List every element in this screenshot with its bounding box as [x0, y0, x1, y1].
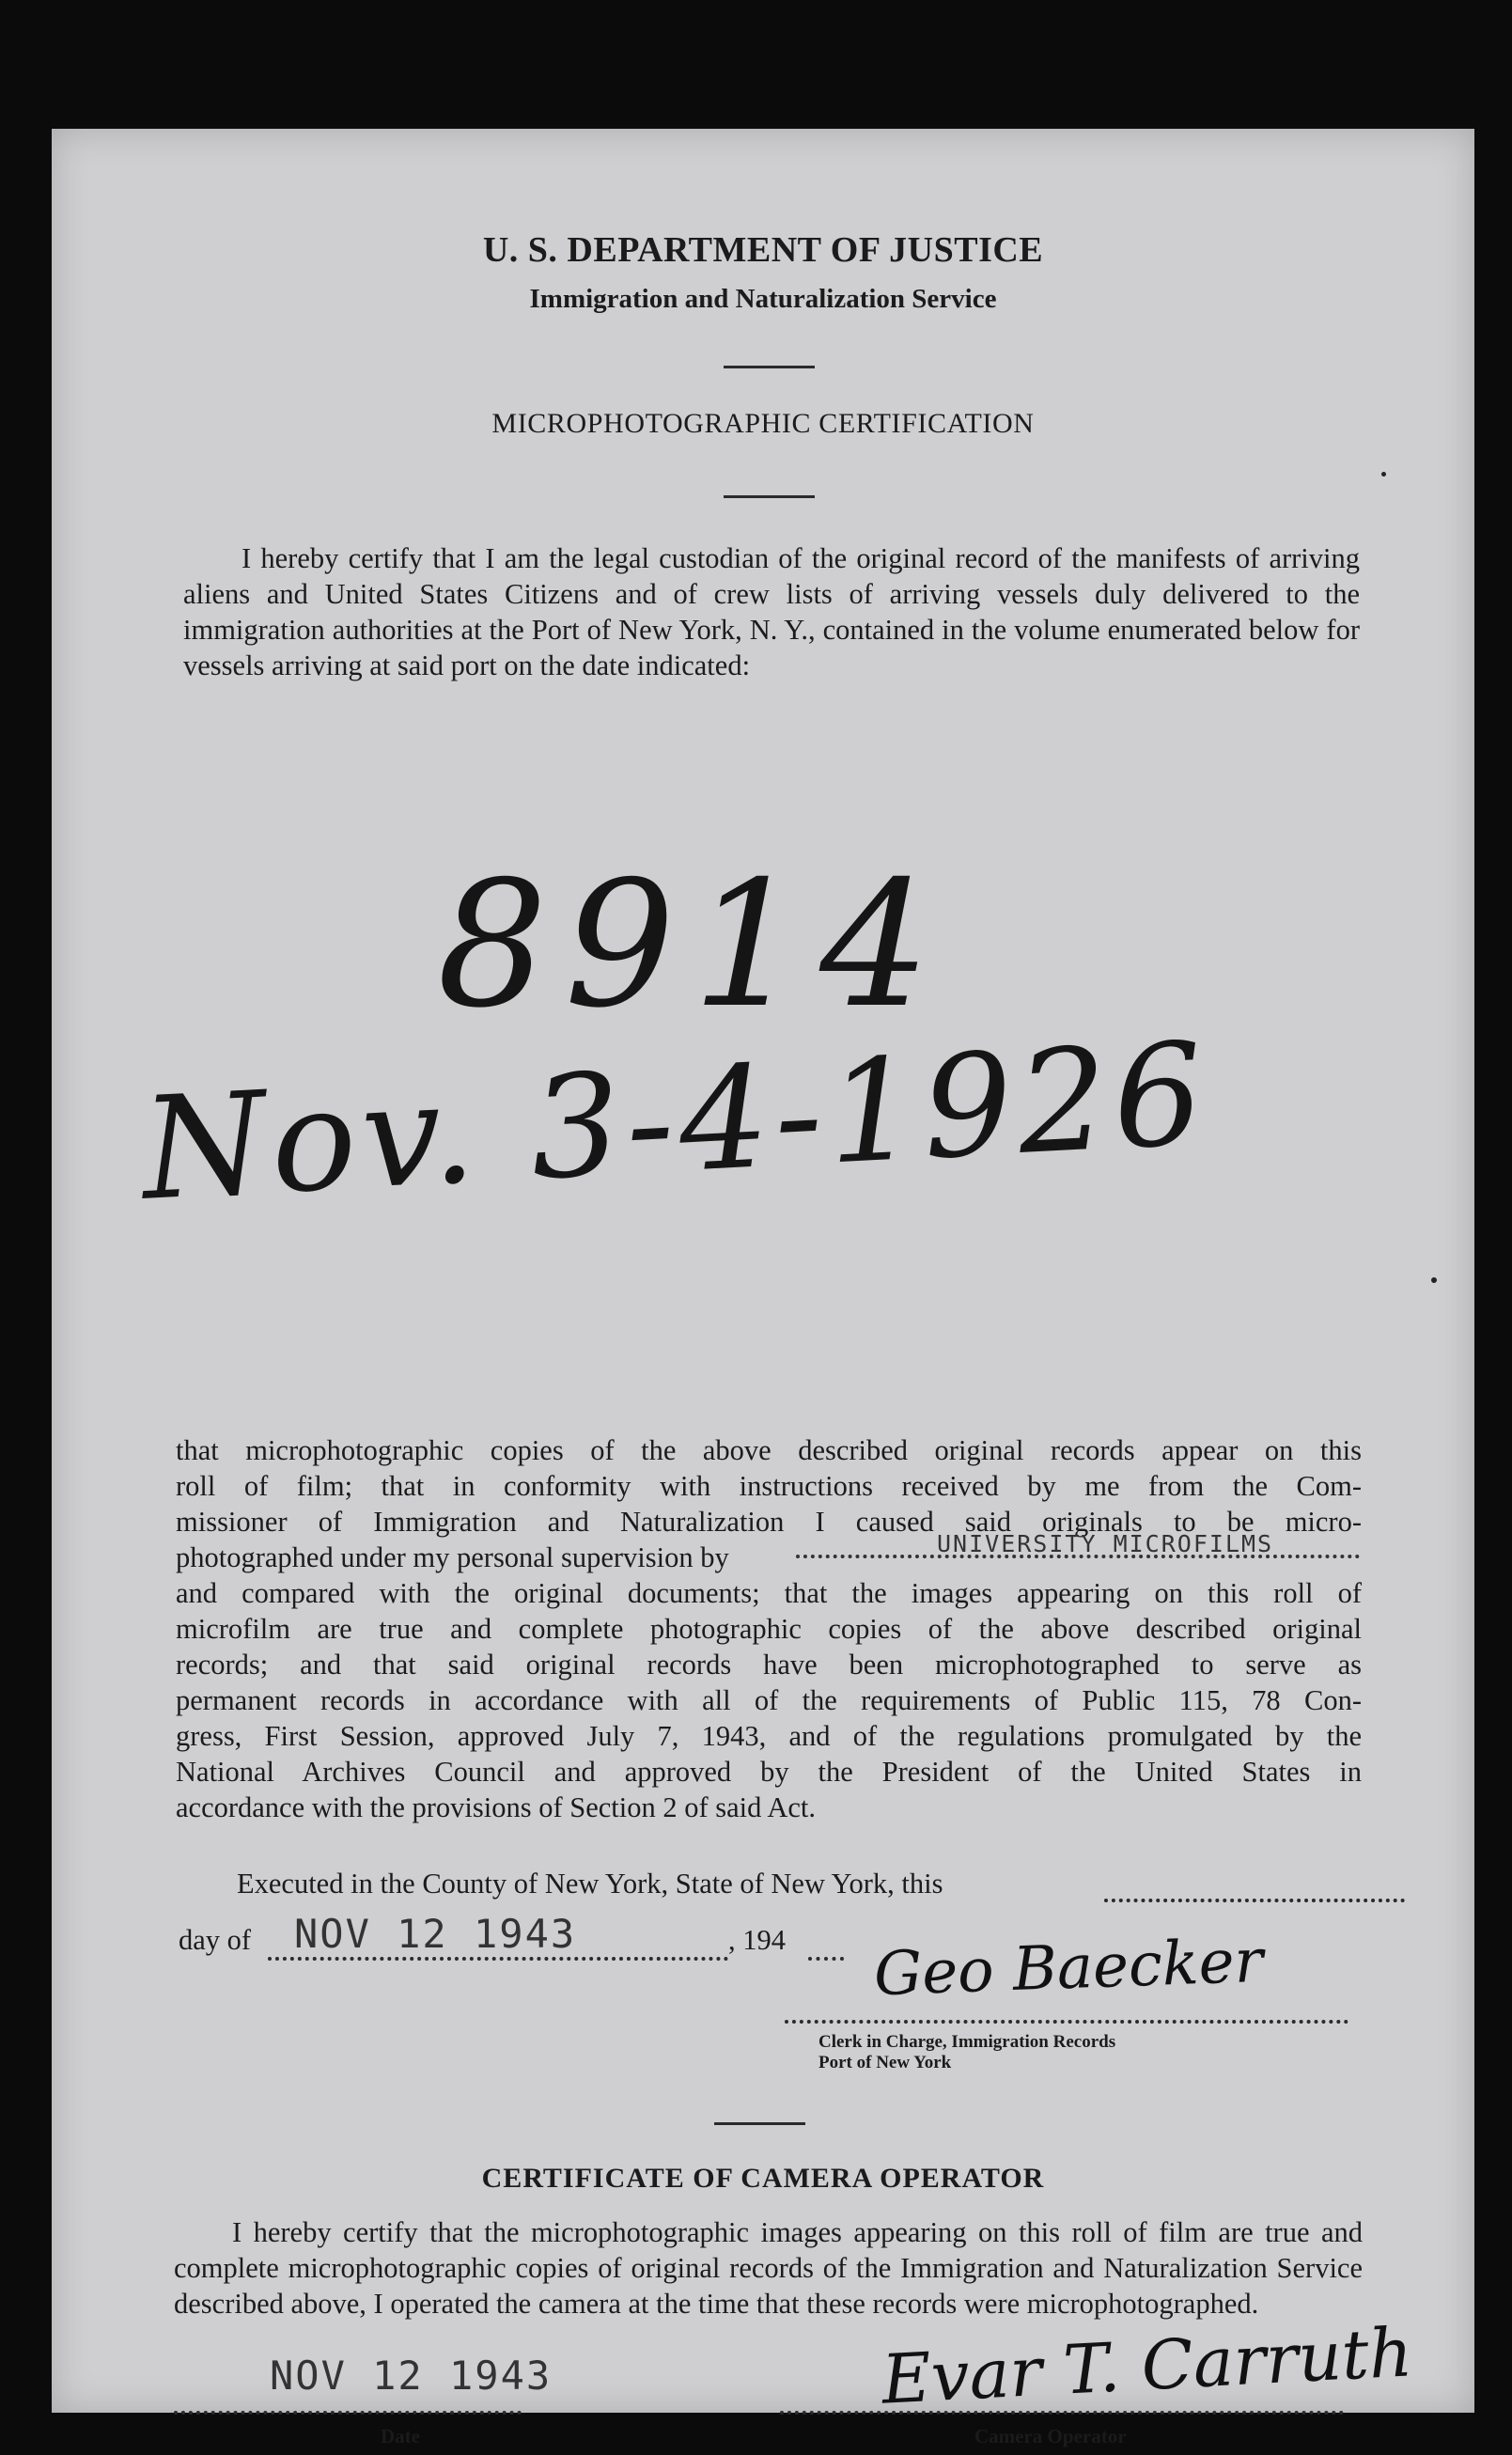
- camera-operator-label: Camera Operator: [974, 2425, 1127, 2447]
- statement-line: permanent records in accordance with all of the requirements of Public 115, 78 Con-: [176, 1684, 1362, 1716]
- statement-line: and compared with the original documents; that the images appearing on this roll of: [176, 1577, 1362, 1609]
- section-divider: [714, 2122, 805, 2125]
- operator-signature-line: [780, 2411, 1344, 2415]
- camera-operator-signature: Evar T. Carruth: [880, 2312, 1415, 2419]
- statement-line: records; and that said original records have been microphotographed to serve as: [176, 1649, 1362, 1681]
- microfilm-statement-paragraph: [176, 1432, 1362, 1825]
- day-of-label: day of: [179, 1924, 252, 1956]
- supervision-line: [176, 1530, 1362, 1575]
- clerk-port: Port of New York: [818, 2053, 952, 2072]
- day-dotted-line: [268, 1957, 728, 1961]
- date-label: Date: [381, 2425, 420, 2447]
- handwritten-date: Nov. 3-4-1926: [138, 1012, 1213, 1232]
- clerk-signature-line: [785, 2020, 1348, 2024]
- film-speck: [1381, 472, 1386, 477]
- stamped-operator-date: NOV 12 1943: [270, 2353, 553, 2399]
- year-prefix: , 194: [728, 1924, 786, 1956]
- camera-operator-title: CERTIFICATE OF CAMERA OPERATOR: [481, 2163, 1045, 2194]
- statement-line: microfilm are true and complete photographic copies of the above described original: [176, 1613, 1362, 1645]
- typed-company-name: UNIVERSITY MICROFILMS: [937, 1530, 1274, 1557]
- heading-divider-top: [724, 366, 815, 368]
- film-speck: [1431, 1277, 1437, 1283]
- supervision-prefix: photographed under my personal supervision by: [176, 1541, 729, 1573]
- heading-divider-bottom: [724, 495, 815, 498]
- handwritten-volume-number: 8914: [437, 843, 947, 1046]
- statement-line: gress, First Session, approved July 7, 1943, and of the regulations promulgated by the: [176, 1720, 1362, 1752]
- agency-heading: U. S. DEPARTMENT OF JUSTICE: [482, 230, 1044, 270]
- service-subheading: Immigration and Naturalization Service: [529, 284, 997, 314]
- statement-line: that microphotographic copies of the above described original records appear on this: [176, 1434, 1362, 1466]
- certificate-page: [52, 129, 1474, 2447]
- year-dotted-line: [808, 1957, 844, 1961]
- statement-line: accordance with the provisions of Section 2 of said Act.: [176, 1791, 816, 1823]
- day-of-line: [179, 1924, 251, 1957]
- statement-line: National Archives Council and approved by the President of the United States in: [176, 1756, 1362, 1788]
- clerk-title: Clerk in Charge, Immigration Records: [818, 2032, 1116, 2052]
- year-line: [728, 1924, 786, 1957]
- date-signature-line: [174, 2411, 522, 2415]
- custodian-paragraph: I hereby certify that I am the legal custodian of the original record of the manifests of arriving aliens and United States Citizens and of crew lists of arriving vessels duly delivered to the immigration authorities at the Port of New York, N. Y., contained in the volume enumerated below for vessels arriving at said port on the date indicated:: [183, 542, 1360, 681]
- execution-text: Executed in the County of New York, State of New York, this: [237, 1868, 943, 1900]
- stamped-execution-date: NOV 12 1943: [294, 1911, 577, 1957]
- camera-operator-paragraph: I hereby certify that the microphotographic images appearing on this roll of film are true and complete microphotographic copies of original records of the Immigration and Naturalization Service described above, I operated the camera at the time that these records were microphotographed.: [174, 2216, 1363, 2320]
- execution-statement: [237, 1868, 943, 1900]
- certification-title: MICROPHOTOGRAPHIC CERTIFICATION: [491, 408, 1035, 439]
- statement-line: missioner of Immigration and Naturalization I caused said originals to be micro-: [176, 1506, 1362, 1538]
- clerk-signature: Geo Baecker: [872, 1926, 1265, 2010]
- clerk-title-block: [818, 2032, 1115, 2073]
- execution-dotted-line: [1104, 1899, 1405, 1902]
- statement-line: roll of film; that in conformity with instructions received by me from the Com-: [176, 1470, 1362, 1502]
